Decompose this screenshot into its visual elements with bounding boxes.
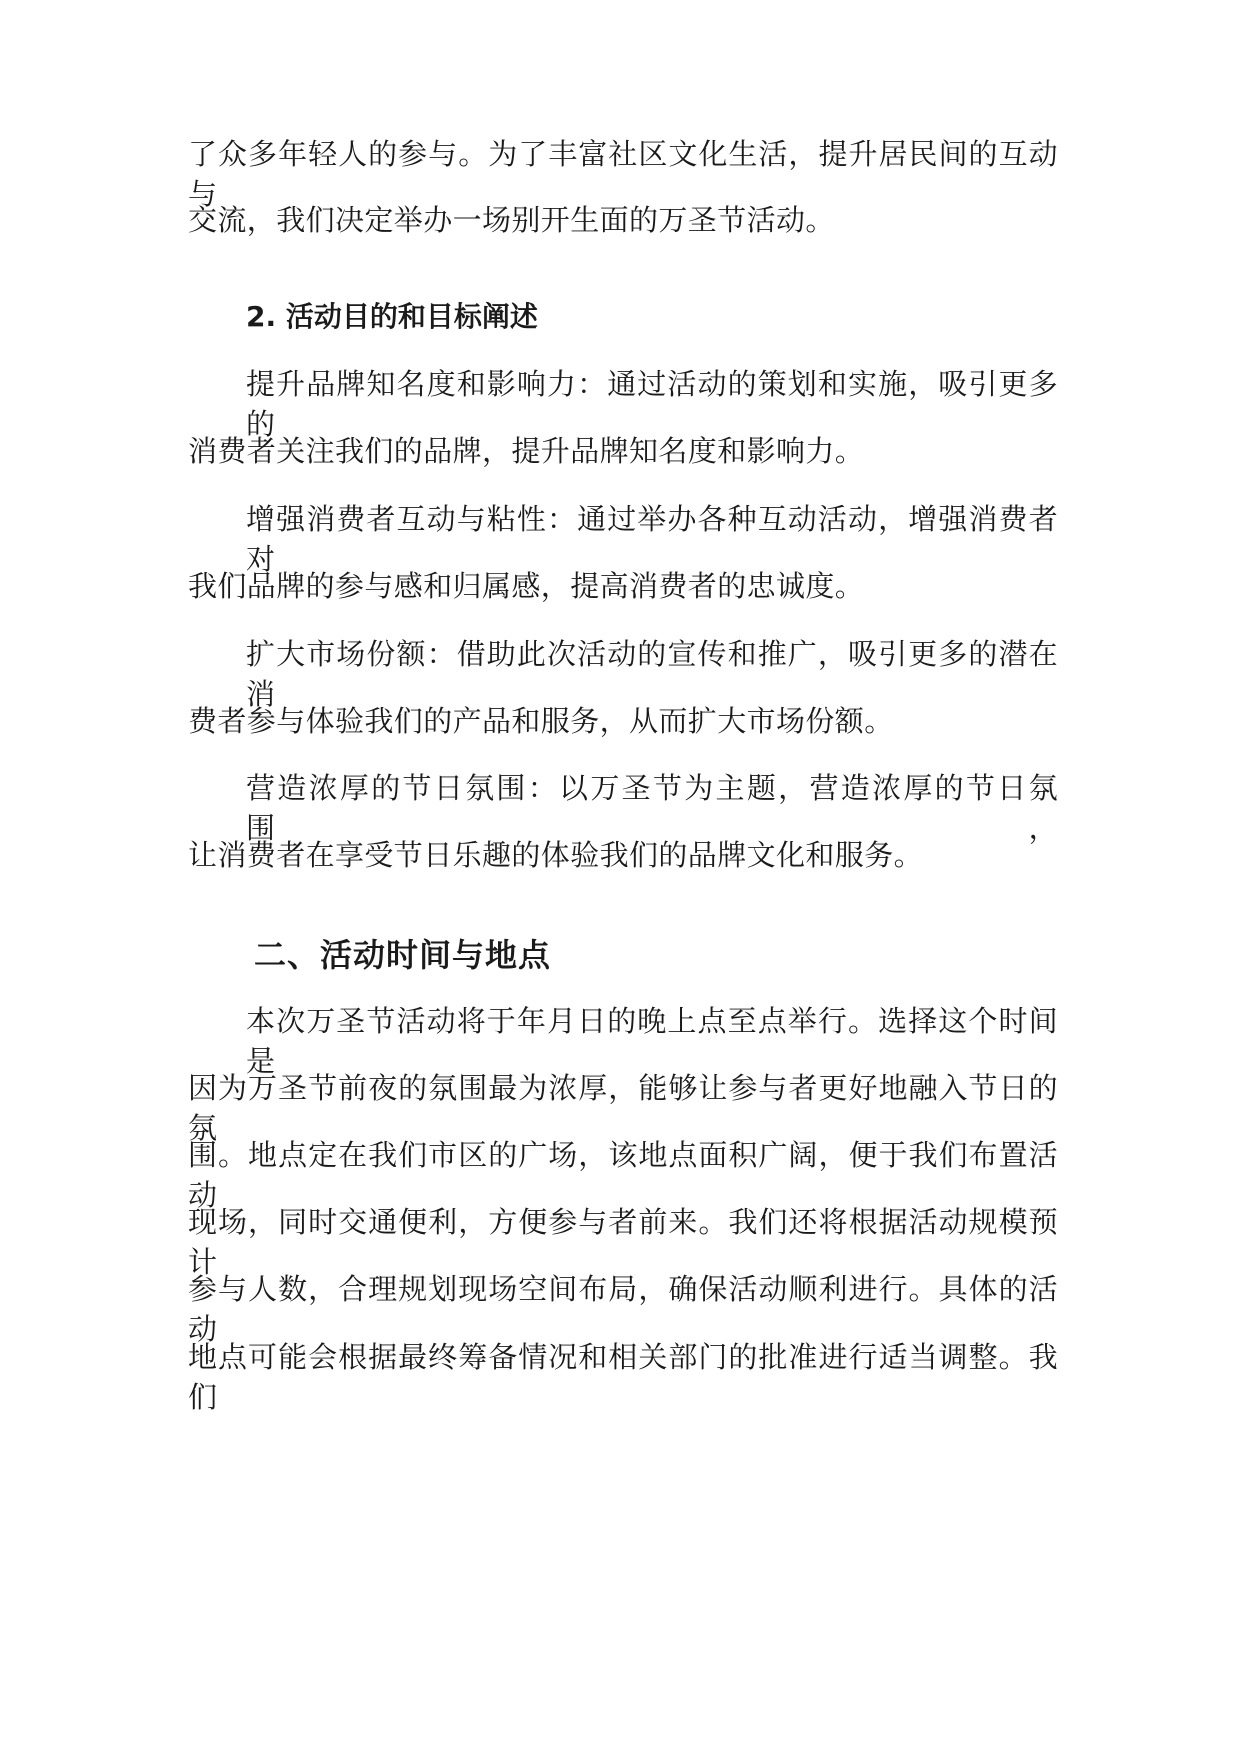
section-body-line-1: 本次万圣节活动将于年月日的晚上点至点举行。选择这个时间是	[246, 1004, 1058, 1078]
intro-line-2: 交流，我们决定举办一场别开生面的万圣节活动。	[188, 203, 835, 237]
section-body-line-6: 地点可能会根据最终筹备情况和相关部门的批准进行适当调整。我们	[188, 1340, 1058, 1414]
paragraph-engagement-line-1: 增强消费者互动与粘性：通过举办各种互动活动，增强消费者对	[246, 502, 1058, 576]
paragraph-market-line-2: 费者参与体验我们的产品和服务，从而扩大市场份额。	[188, 704, 894, 738]
section-heading: 二、活动时间与地点	[254, 936, 552, 974]
section-body-line-5: 参与人数，合理规划现场空间布局，确保活动顺利进行。具体的活动	[188, 1272, 1058, 1346]
paragraph-atmosphere-line-1: 营造浓厚的节日氛围：以万圣节为主题，营造浓厚的节日氛围，	[246, 771, 1058, 845]
section-body-line-2: 因为万圣节前夜的氛围最为浓厚，能够让参与者更好地融入节日的氛	[188, 1071, 1058, 1145]
intro-line-1: 了众多年轻人的参与。为了丰富社区文化生活，提升居民间的互动与	[188, 137, 1058, 211]
paragraph-engagement-line-2: 我们品牌的参与感和归属感，提高消费者的忠诚度。	[188, 569, 865, 603]
paragraph-brand-line-1: 提升品牌知名度和影响力：通过活动的策划和实施，吸引更多的	[246, 367, 1058, 441]
paragraph-atmosphere-line-2: 让消费者在享受节日乐趣的体验我们的品牌文化和服务。	[188, 838, 924, 872]
section-body-line-3: 围。地点定在我们市区的广场，该地点面积广阔，便于我们布置活动	[188, 1138, 1058, 1212]
subsection-heading: 2. 活动目的和目标阐述	[246, 300, 538, 333]
paragraph-brand-line-2: 消费者关注我们的品牌，提升品牌知名度和影响力。	[188, 434, 865, 468]
section-body-line-4: 现场，同时交通便利，方便参与者前来。我们还将根据活动规模预计	[188, 1205, 1058, 1279]
paragraph-market-line-1: 扩大市场份额：借助此次活动的宣传和推广，吸引更多的潜在消	[246, 637, 1058, 711]
